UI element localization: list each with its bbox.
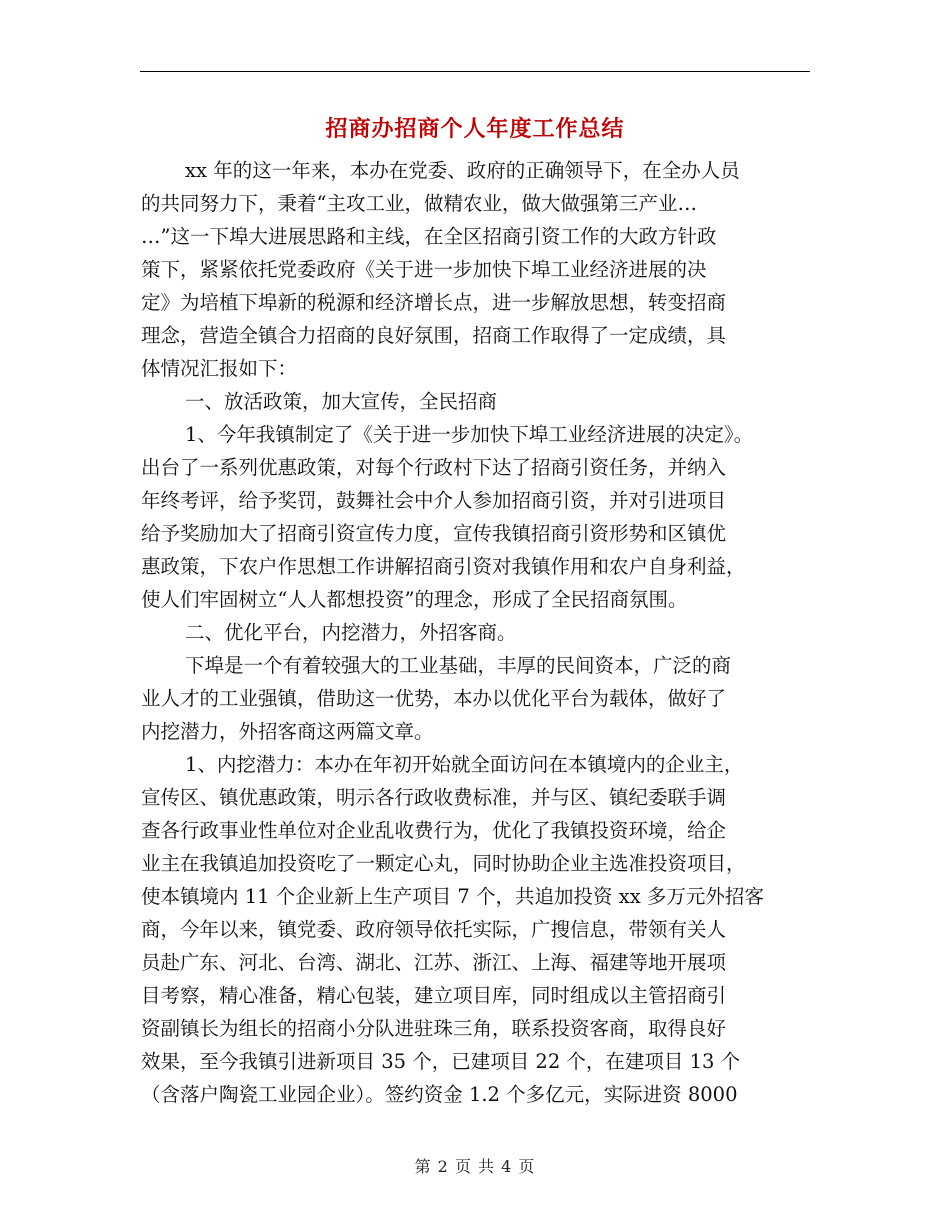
body-line: 内挖潜力，外招客商这两篇文章。 xyxy=(141,720,434,743)
body-line: 体情况汇报如下： xyxy=(141,357,298,380)
body-line: xx 年的这一年来，本办在党委、政府的正确领导下，在全办人员 xyxy=(185,159,740,182)
section-heading: 一、放活政策，加大宣传，全民招商 xyxy=(185,390,498,413)
body-line: 商，今年以来，镇党委、政府领导依托实际，广搜信息，带领有关人 xyxy=(141,918,727,941)
header-rule xyxy=(140,71,810,72)
body-line: 业主在我镇追加投资吃了一颗定心丸，同时协助企业主选准投资项目， xyxy=(141,852,746,875)
body-line: 理念，营造全镇合力招商的良好氛围，招商工作取得了一定成绩，具 xyxy=(141,324,727,347)
body-line: 下埠是一个有着较强大的工业基础，丰厚的民间资本，广泛的商 xyxy=(185,654,732,677)
body-line: 1、内挖潜力：本办在年初开始就全面访问在本镇境内的企业主， xyxy=(185,753,744,776)
body-line: 使本镇境内 11 个企业新上生产项目 7 个，共追加投资 xx 多万元外招客 xyxy=(141,885,764,908)
body-line: 的共同努力下，秉着“主攻工业，做精农业，做大做强第三产业… xyxy=(141,192,697,215)
section-heading: 二、优化平台，内挖潜力，外招客商。 xyxy=(185,621,517,644)
body-line: 给予奖励加大了招商引资宣传力度，宣传我镇招商引资形势和区镇优 xyxy=(141,522,727,545)
body-line: 资副镇长为组长的招商小分队进驻珠三角，联系投资客商，取得良好 xyxy=(141,1017,727,1040)
body-line: 使人们牢固树立“人人都想投资”的理念，形成了全民招商氛围。 xyxy=(141,588,688,611)
body-line: （含落户陶瓷工业园企业）。签约资金 1.2 个多亿元，实际进资 8000 xyxy=(141,1083,738,1106)
body-line: 目考察，精心准备，精心包装，建立项目库，同时组成以主管招商引 xyxy=(141,984,727,1007)
body-line: 宣传区、镇优惠政策，明示各行政收费标准，并与区、镇纪委联手调 xyxy=(141,786,727,809)
body-line: 查各行政事业性单位对企业乱收费行为，优化了我镇投资环境，给企 xyxy=(141,819,727,842)
body-line: 定》为培植下埠新的税源和经济增长点，进一步解放思想，转变招商 xyxy=(141,291,727,314)
body-line: 员赴广东、河北、台湾、湖北、江苏、浙江、上海、福建等地开展项 xyxy=(141,951,727,974)
body-line: 效果，至今我镇引进新项目 35 个，已建项目 22 个，在建项目 13 个 xyxy=(141,1050,741,1073)
document-title: 招商办招商个人年度工作总结 xyxy=(325,116,625,142)
body-line: 年终考评，给予奖罚，鼓舞社会中介人参加招商引资，并对引进项目 xyxy=(141,489,727,512)
body-line: 1、今年我镇制定了《关于进一步加快下埠工业经济进展的决定》。 xyxy=(185,423,754,446)
body-line: 业人才的工业强镇，借助这一优势，本办以优化平台为载体，做好了 xyxy=(141,687,727,710)
document-body xyxy=(141,154,831,1111)
body-line: 惠政策，下农户作思想工作讲解招商引资对我镇作用和农户自身利益， xyxy=(141,555,746,578)
body-line: …”这一下埠大进展思路和主线，在全区招商引资工作的大政方针政 xyxy=(141,225,717,248)
body-line: 出台了一系列优惠政策，对每个行政村下达了招商引资任务，并纳入 xyxy=(141,456,727,479)
body-line: 策下，紧紧依托党委政府《关于进一步加快下埠工业经济进展的决 xyxy=(141,258,707,281)
page-footer: 第 2 页 共 4 页 xyxy=(414,1157,536,1176)
